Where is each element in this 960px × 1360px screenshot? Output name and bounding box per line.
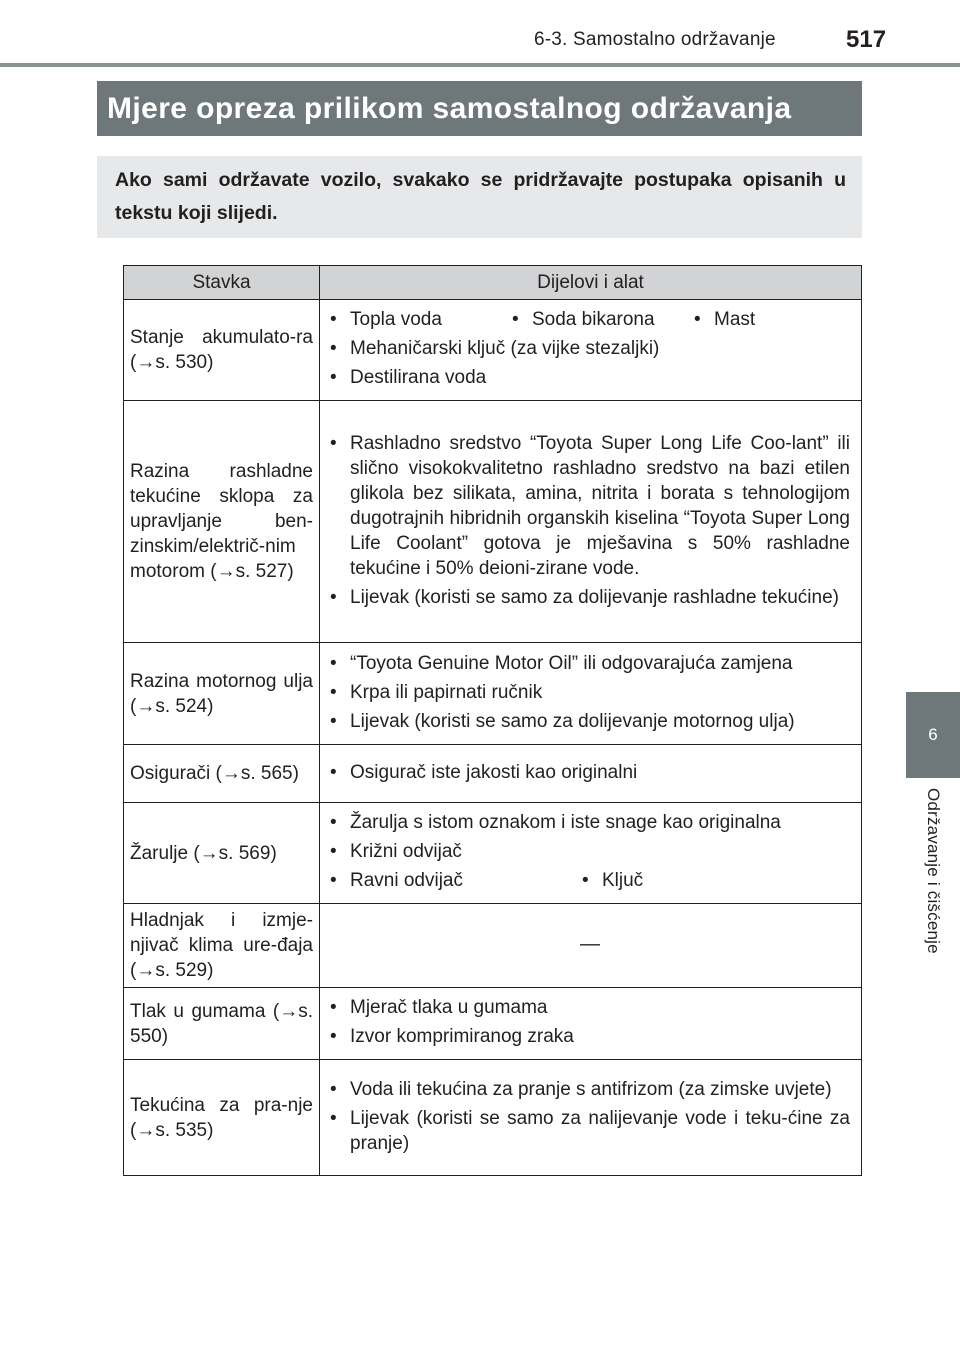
list-item: • Ravni odvijač • Ključ xyxy=(330,870,644,891)
list-item: • Osigurač iste jakosti kao originalni xyxy=(330,761,638,783)
list-item: • Destilirana voda xyxy=(330,367,487,388)
list-item: • Lijevak (koristi se samo za dolijevanje motornog ulja) xyxy=(330,710,795,732)
list-item: • Lijevak (koristi se samo za dolijevanje rashladne tekućine) xyxy=(330,586,839,608)
parts-cell xyxy=(320,300,862,401)
item-cell: Stanje akumulato-ra (→s. 530) xyxy=(124,300,320,401)
table-row xyxy=(124,1060,862,1176)
parts-cell: — xyxy=(320,904,862,988)
header-divider xyxy=(0,63,960,67)
table-row xyxy=(124,803,862,904)
table-row xyxy=(124,745,862,803)
list-item: • Voda ili tekućina za pranje s antifrizom (za zimske uvjete) xyxy=(330,1078,832,1100)
column-header-parts: Dijelovi i alat xyxy=(320,266,862,300)
section-heading: 6-3. Samostalno održavanje xyxy=(534,29,776,50)
parts-cell xyxy=(320,401,862,643)
item-cell: Hladnjak i izmje-njivač klima ure-đaja (→s. 529) xyxy=(124,904,320,988)
table-row xyxy=(124,904,862,988)
list-item: • Topla voda • Soda bikarona • Mast xyxy=(330,309,756,330)
chapter-tab: 6 xyxy=(906,692,960,778)
list-item: • “Toyota Genuine Motor Oil” ili odgovarajuća zamjena xyxy=(330,652,793,674)
page-title: Mjere opreza prilikom samostalnog održavanja xyxy=(97,81,862,136)
table-row xyxy=(124,401,862,643)
parts-table xyxy=(123,265,862,1176)
table-row xyxy=(124,643,862,745)
parts-cell xyxy=(320,1060,862,1176)
intro-paragraph: Ako sami održavate vozilo, svakako se pridržavajte postupaka opisanih u tekstu koji slijedi. xyxy=(97,156,862,238)
table-row xyxy=(124,988,862,1060)
list-item: • Križni odvijač xyxy=(330,841,462,862)
table-row xyxy=(124,300,862,401)
list-item: • Lijevak (koristi se samo za nalijevanje vode i teku-ćine za pranje) xyxy=(330,1107,850,1154)
parts-cell xyxy=(320,803,862,904)
item-cell: Osigurači (→s. 565) xyxy=(124,745,320,803)
item-cell: Žarulje (→s. 569) xyxy=(124,803,320,904)
item-cell: Tekućina za pra-nje (→s. 535) xyxy=(124,1060,320,1176)
item-cell: Tlak u gumama (→s. 550) xyxy=(124,988,320,1060)
list-item: • Mjerač tlaka u gumama xyxy=(330,997,548,1018)
list-item: • Rashladno sredstvo “Toyota Super Long Life Coo-lant” ili slično visokokvalitetno rashladno sredstvo na bazi etilen glikola bez silikata, amina, nitrita i borata s tehnologijom dugotrajnih hibridnih organskih kiselina “Toyota Super Long Life Coolant” gotova je mješavina s 50% rashladne tekućine i 50% deioni-zirane vode. xyxy=(330,432,850,579)
parts-cell xyxy=(320,745,862,803)
item-cell: Razina motornog ulja (→s. 524) xyxy=(124,643,320,745)
parts-cell xyxy=(320,988,862,1060)
column-header-item: Stavka xyxy=(124,266,320,300)
item-cell: Razina rashladne tekućine sklopa za upravljanje ben-zinskim/električ-nim motorom (→s. 527) xyxy=(124,401,320,643)
list-item: • Krpa ili papirnati ručnik xyxy=(330,681,543,703)
list-item: • Mehaničarski ključ (za vijke stezaljki) xyxy=(330,338,660,359)
parts-cell xyxy=(320,643,862,745)
page-number: 517 xyxy=(846,26,887,53)
list-item: • Izvor komprimiranog zraka xyxy=(330,1026,574,1047)
chapter-label: Održavanje i čišćenje xyxy=(924,788,943,954)
list-item: • Žarulja s istom oznakom i iste snage kao originalna xyxy=(330,812,781,833)
table-header-row xyxy=(124,266,862,300)
